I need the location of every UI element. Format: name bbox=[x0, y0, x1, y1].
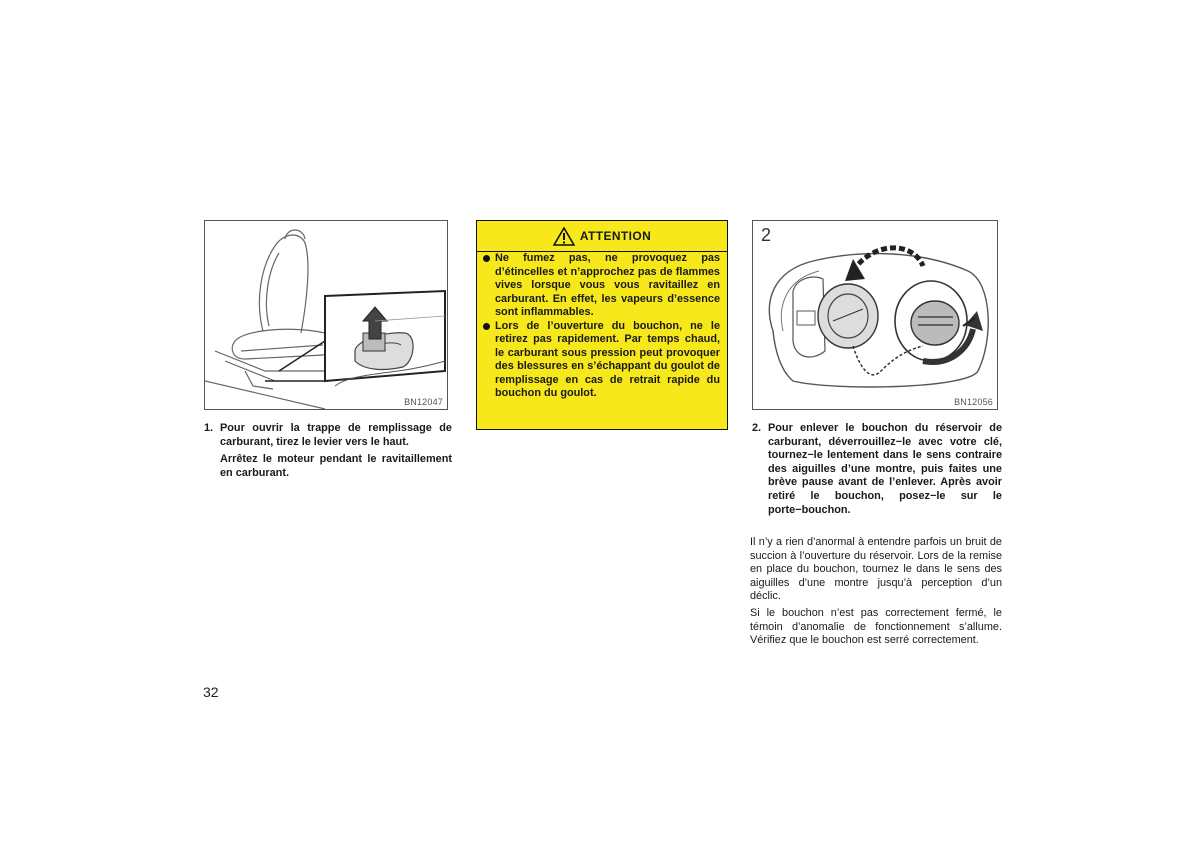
info-paragraph: Si le bouchon n’est pas correctement fermé, le témoin d’anomalie de fonctionnement s’allume. Vérifiez que le bouchon est serré correctement. bbox=[750, 607, 1002, 647]
fuel-cap-illustration bbox=[752, 220, 998, 410]
fuel-door-lever-illustration bbox=[204, 220, 448, 410]
warning-title: ATTENTION bbox=[579, 229, 652, 243]
step-text: Pour ouvrir la trappe de remplissage de carburant, tirez le levier vers le haut. bbox=[220, 422, 452, 448]
step-text: Pour enlever le bouchon du réservoir de carburant, déverrouillez−le avec votre clé, tournez−le lentement dans le sens contraire des aiguilles d’une montre, puis faites une brève pause avant de l’enlever. Après avoir retiré le bouchon, posez−le sur le porte−bouchon. bbox=[768, 422, 1002, 516]
warning-item bbox=[483, 320, 720, 401]
warning-item bbox=[483, 252, 720, 320]
step-number: 1. bbox=[204, 422, 214, 434]
page-number: 32 bbox=[203, 684, 219, 700]
step-1-note: Arrêtez le moteur pendant le ravitaillement en carburant. bbox=[220, 453, 452, 479]
warning-item-text: Ne fumez pas, ne provoquez pas d’étincelles et n’approchez pas de flammes vives lorsque vous vous ravitaillez en carburant. En effet, les vapeurs d’essence sont inflammables. bbox=[495, 252, 720, 318]
bullet-icon bbox=[483, 252, 495, 320]
warning-item-text: Lors de l’ouverture du bouchon, ne le retirez pas rapidement. Par temps chaud, le carburant sous pression peut provoquer des blessures en s’échappant du goulot de remplissage en cas de retrait rapide du bouchon du goulot. bbox=[495, 319, 720, 399]
bullet-icon bbox=[483, 320, 495, 401]
step-number: 2. bbox=[752, 422, 762, 434]
info-paragraph: Il n’y a rien d’anormal à entendre parfois un bruit de succion à l’ouverture du réservoir. Lors de la remise en place du bouchon, tournez le dans le sens des aiguilles d’une montre jusqu’à perception d’un déclic. bbox=[750, 536, 1002, 603]
figure-code: BN12056 bbox=[954, 397, 993, 407]
step-2 bbox=[752, 422, 1002, 517]
figure-code: BN12047 bbox=[404, 397, 443, 407]
seat-lever-drawing bbox=[205, 221, 447, 409]
fuel-cap-drawing bbox=[753, 221, 997, 409]
figure-number: 2 bbox=[761, 225, 772, 245]
step-1 bbox=[204, 422, 452, 449]
warning-header bbox=[477, 221, 727, 252]
warning-triangle-icon bbox=[553, 227, 575, 246]
warning-box bbox=[476, 220, 728, 430]
